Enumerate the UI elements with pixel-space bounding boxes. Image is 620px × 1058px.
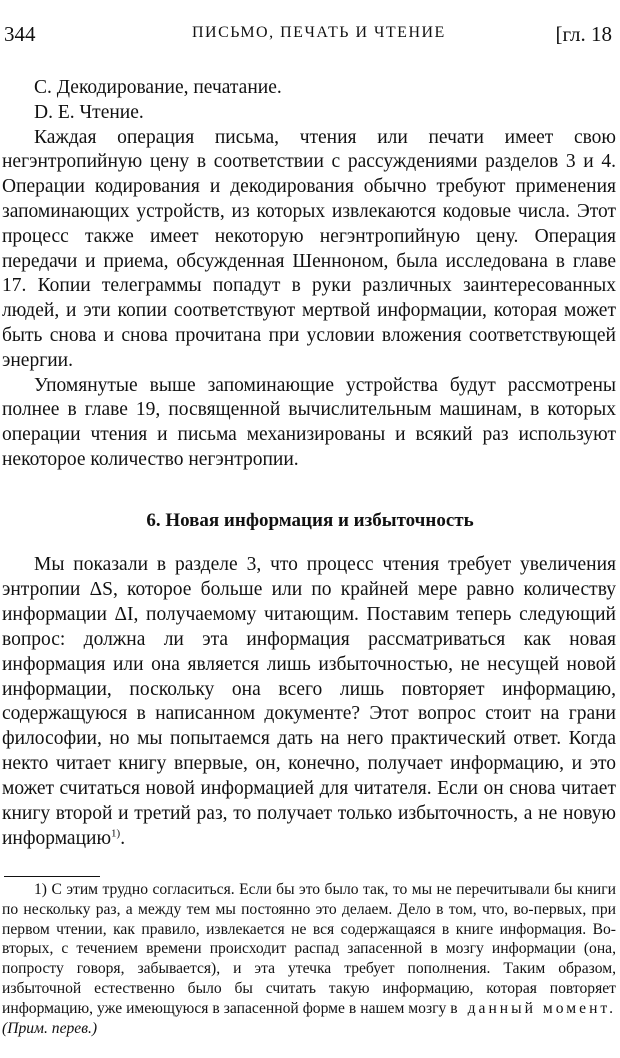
footnote-reference: 1): [111, 827, 121, 840]
body-text-section: [2, 553, 616, 852]
paragraph-new-information-text: Мы показали в разделе 3, что процесс чтения требует увеличения энтропии ΔS, которое больше или по крайней мере равно количеству информации ΔI, получаемому читающим. Поставим теперь следующий вопрос: должна ли эта информация рассматриваться как новая информация или она является лишь избыточностью, не несущей новой информации, поскольку она всего лишь повторяет информацию, содержащуюся в написанном документе? Этот вопрос стоит на грани философии, но мы попытаемся дать на него практический ответ. Когда некто читает книгу впервые, он, конечно, получает информацию, и это может считаться новой информацией для читателя. Если он снова читает книгу второй и третий раз, то получает только избыточность, а не новую информацию: [2, 554, 616, 849]
footnote-attribution: (Прим. перев.): [2, 1019, 98, 1037]
footnote-text: С этим трудно согласиться. Если бы это было так, то мы не перечитывали бы книги по нескольку раз, а между тем мы постоянно это делаем. Дело в том, что, во-первых, при первом чтении, как правило, извлекается не вся содержащаяся в книге информация. Во-вторых, с течением времени происходит распад запасенной в мозгу информации (она, попросту говоря, забывается), и эта утечка требует пополнения. Таким образом, избыточной естественно было бы считать такую информацию, которая повторяет информацию, уже имеющуюся в запасенной форме в нашем мозгу: [2, 881, 616, 1017]
list-item-c: С. Декодирование, печатание.: [34, 77, 282, 98]
running-header: [4, 22, 616, 52]
footnote: [2, 880, 616, 1038]
footnote-paragraph: [2, 880, 616, 1038]
paragraph-negentropy-cost: Каждая операция письма, чтения или печати имеет свою негэнтропийную цену в соответствии с рассуждениями разделов 3 и 4. Операции кодирования и декодирования обычно требуют применения запоминающих устройств, из которых извлекаются кодовые числа. Этот процесс также имеет некоторую негэнтропийную цену. Операция передачи и приема, обсужденная Шенноном, была исследована в главе 17. Копии телеграммы попадут в руки различных заинтересованных людей, и эти копии соответствуют мертвой информации, которая может быть снова и снова прочитана при условии вложения соответствующей энергии.: [2, 126, 616, 371]
footnote-divider: [4, 876, 100, 877]
body-text-top: [2, 76, 616, 473]
paragraph-storage-devices: Упомянутые выше запоминающие устройства будут рассмотрены полнее в главе 19, посвященной вычислительным машинам, в которых операции чтения и письма механизированы и всякий раз используют некоторое количество негэнтропии.: [2, 374, 616, 470]
section-heading: 6. Новая информация и избыточность: [146, 510, 474, 531]
footnote-spaced-words: в данный момент.: [450, 999, 616, 1017]
running-title: ПИСЬМО, ПЕЧАТЬ И ЧТЕНИЕ: [192, 24, 446, 41]
list-item-de: D. Е. Чтение.: [34, 101, 144, 123]
chapter-reference: [гл. 18: [555, 22, 612, 46]
page-number: 344: [4, 22, 36, 46]
paragraph-end-punctuation: .: [120, 827, 126, 849]
footnote-mark: 1): [34, 881, 47, 898]
paragraph-new-information: [2, 553, 616, 852]
